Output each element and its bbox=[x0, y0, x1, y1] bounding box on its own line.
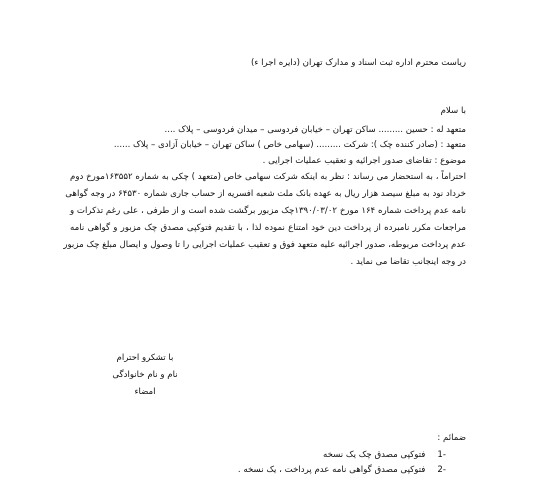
signature-line: امضاء bbox=[134, 387, 156, 397]
enclosure-item bbox=[323, 449, 446, 461]
body-line-6: در وجه اینجانب تقاضا می نماید . bbox=[350, 257, 466, 267]
addressee-line: ریاست محترم اداره ثبت اسناد و مدارک تهران (دایره اجرا ء) bbox=[251, 58, 466, 68]
enclosure-item bbox=[238, 464, 446, 476]
name-line: نام و نام خانوادگی bbox=[112, 370, 178, 380]
closing-line: با تشکرو احترام bbox=[116, 353, 174, 363]
subject-line: موضوع : تقاضای صدور اجرائیه و تعقیب عملیات اجرایی . bbox=[262, 156, 466, 166]
enclosure-number: -2 bbox=[437, 465, 446, 475]
body-line-4: مراجعات مکرر نامبرده از پرداخت دین خود امتناع نموده لذا ، با تقدیم فتوکپی مصدق چک مزبور و گواهی نامه bbox=[70, 223, 466, 233]
body-line-1: احتراماً ، به استحضار می رساند : نظر به اینکه شرکت سهامی خاص (متعهد ) چکی به شماره ۱۶۳۵۵۲مورخ دوم bbox=[70, 172, 467, 182]
enclosure-text: فتوکپی مصدق چک یک نسخه bbox=[322, 450, 426, 460]
creditor-line: متعهد له : حسین ......... ساکن تهران – خیابان فردوسی – میدان فردوسی – پلاک .... bbox=[164, 125, 466, 135]
greeting: با سلام bbox=[440, 106, 466, 116]
enclosure-text: فتوکپی مصدق گواهی نامه عدم پرداخت ، یک نسخه . bbox=[237, 465, 426, 475]
body-line-3: نامه عدم پرداخت شماره ۱۶۴ مورخ ۱۳۹۰/۰۳/۰۲چک مزبور برگشت شده است و از طرفی ، علی رغم تذکرات و bbox=[70, 206, 466, 216]
body-line-5: عدم پرداخت مربوطه، صدور اجرائیه علیه متعهد فوق و تعقیب عملیات اجرایی را تا وصول و ایصال مبلغ چک مزبور bbox=[63, 240, 466, 250]
debtor-line: متعهد : (صادر کننده چک ): شرکت ......... (سهامی خاص ) ساکن تهران – خیابان آزادی – پلاک ...... bbox=[113, 140, 466, 150]
enclosure-number: -1 bbox=[437, 450, 446, 460]
body-line-2: خرداد نود به مبلغ سیصد هزار ریال به عهده بانک ملت شعبه افسریه از حساب جاری شماره ۶۴۵۳۰ در وجه گواهی bbox=[65, 189, 466, 199]
enclosures-title: ضمائم : bbox=[437, 433, 466, 443]
